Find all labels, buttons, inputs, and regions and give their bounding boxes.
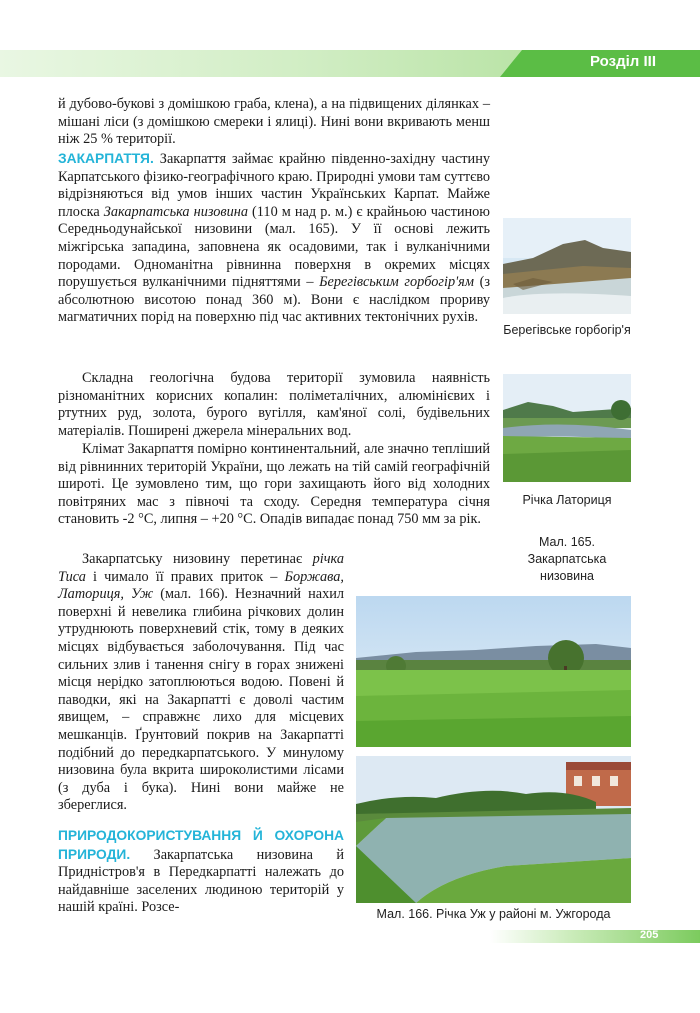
photo-uzh-river [356,756,631,903]
photo-berehivske-horbohiria [503,218,631,314]
photo-latorytsia [503,374,631,482]
term-zakarpatska-nyzovyna: Закарпатська низовина [103,203,248,220]
photo-zakarpatska-nyzovyna [356,596,631,747]
paragraph-rivers: Закарпатську низовину перетинає річка Тиса і чимало її правих приток – Боржава, Латориця, Уж (мал. 166). Незначний нахил поверхні й невелика глибина річкових долин утруднюють поверхневий стік, тому в деяких місцях відбувається заболочування. Під час сильних злив і танення снігу в горах знижені місця нерідко затоплюються водою. Повені й паводки, які на Закарпатті є доволі частим явищем, – справжнє лихо для місцевих мешканців. Ґрунтовий покрив на Закарпатті подібний до передкарпатського. У минулому низовина була вкрита широколистими лісами (з дуба і бука). Нині вони майже не збереглися. [58,551,490,827]
caption-figure-166: Мал. 166. Річка Уж у районі м. Ужгорода [376,907,611,921]
paragraph-zakarpattia: ЗАКАРПАТТЯ. Закарпаття займає крайню південно-західну частину Карпатського фізико-географічного краю. Природні умови там суттєво відрізняються від умов інших частин Українських Карпат. Майже плоска Закарпатська низовина (110 м над р. м.) є крайньою частиною Середньодунайської низовини (мал. 165). У її основі лежить міжгірська западина, заповнена як осадовими, так і вулканічними породами. Одноманітна рівнинна поверхня в окремих місцях порушується вулканічними підняттями – Берегівським горбогір'ям (з абсолютною висотою понад 360 м). Вони є наслідком прориву магматичних порід на поверхню під час активних тектонічних рухів. [58,151,491,326]
term-tysa: річка Тиса [58,551,344,585]
page-number: 205 [640,929,659,941]
paragraph-climate: Клімат Закарпаття помірно континентальний, але значно тепліший від рівнинних територій України, що лежать на тій самій географічній широті. Це зумовлено тим, що гори захищають його від холодних повітряних мас з півночі та сходу. Середня температура січня становить -2 °С, липня – +20 °С. Опадів випадає понад 750 мм за рік. [58,441,490,528]
paragraph-forests: й дубово-букові з домішкою граба, клена), а на підвищених ділянках – мішані ліси (з домішкою смереки і ялиці). Нині вони вкривають менш ніж 25 % території. [58,96,490,148]
caption-berehivske: Берегівське горбогір'я [503,323,631,337]
section-title: Розділ ІІІ [590,53,656,70]
paragraph-geology: Складна геологічна будова території зумовила наявність різноманітних корисних копалин: поліметалічних, алюмінієвих і ртутних руд, золота, бурого вугілля, кам'яної солі, будівельних матеріалів. Поширені джерела мінеральних вод. [58,370,490,439]
term-berehivske-horbohiria: Берегівським горбогір'ям [319,274,474,291]
heading-zakarpattia: ЗАКАРПАТТЯ. [58,151,154,166]
paragraph-nature-protection: ПРИРОДОКОРИСТУВАННЯ Й ОХОРОНА ПРИРОДИ. Закарпатська низовина й Придністров'я в Передкарпатті належать до найдавніше заселених людиною територій у нашій країні. Розсе- [58,828,344,916]
footer-bar [490,930,700,943]
heading-nature-protection: ПРИРОДОКОРИСТУВАННЯ Й ОХОРОНА ПРИРОДИ. [58,828,344,862]
caption-figure-165: Мал. 165. Закарпатська низовина [527,535,607,583]
term-tributaries: Боржава, Латориця, Уж [58,568,344,603]
caption-latorytsia: Річка Латориця [522,493,612,507]
